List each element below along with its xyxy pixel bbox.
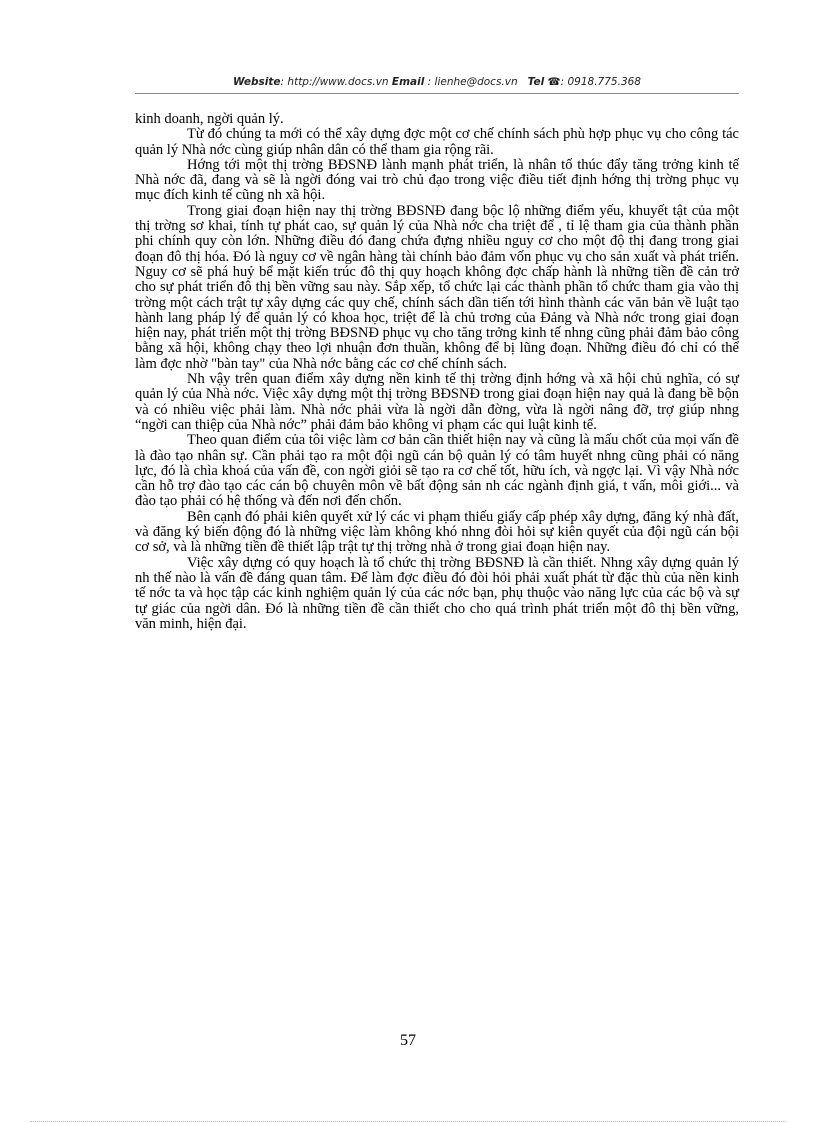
paragraph: Việc xây dựng có quy hoạch là tổ chức thị trờng BĐSNĐ là cần thiết. Nhng xây dựng quản lý nh thế nào là vấn đề đáng quan tâm. Để làm đợc điều đó đòi hỏi phải xuất phát từ đặc thù của nền kinh tế nớc ta và học tập các kinh nghiệm quản lý của các nớc bạn, phụ thuộc vào năng lực của các bộ và sự tự giác của ngời dân. Đó là những tiền đề cần thiết cho cho quá trình phát triển một đô thị bền vững, văn minh, hiện đại. (135, 554, 739, 632)
email-value: : lienhe@docs.vn (424, 76, 518, 88)
email-label: Email (391, 76, 425, 88)
page-bottom-divider (30, 1121, 786, 1122)
paragraph: Trong giai đoạn hiện nay thị trờng BĐSNĐ đang bộc lộ những điểm yếu, khuyết tật của một thị trờng sơ khai, tính tự phát cao, sự quản lý của Nhà nớc cha triệt để , tỉ lệ tham gia của thành phần phi chính quy còn lớn. Những điều đó đang chứa đựng nhiều nguy cơ cho một độ thị đang trong giai đoạn đô thị hóa. Đó là nguy cơ về ngân hàng tài chính bảo đảm vốn phục vụ cho sản xuất và phát triển. Nguy cơ sẽ phá huỷ bể mặt kiến trúc đô thị quy hoạch không đợc chấp hành là những tiền đề cản trở cho sự phát triển đô thị bền vững sau này. Sắp xếp, tổ chức lại các thành phần tổ chức tham gia vào thị trờng một cách trật tự xây dựng các quy chế, chính sách dần tiến tới hình thành các văn bản về luật tạo hành lang pháp lý để quản lý có khoa học, triệt để là chủ trơng của Đảng và Nhà nớc trong giai đoạn hiện nay, phát triển một thị trờng BĐSNĐ phục vụ cho tăng trởng kinh tế nhng cũng phải đảm bảo công bằng xã hội, không chạy theo lợi nhuận đơn thuần, không để bị lũng đoạn. Những điều đó chỉ có thể làm đợc nhờ "bàn tay" của Nhà nớc bằng các cơ chế chính sách. (135, 202, 739, 372)
paragraph: Bên cạnh đó phải kiên quyết xử lý các vi phạm thiếu giấy cấp phép xây dựng, đăng ký nhà đất, và đăng ký biến động đó là những việc làm không khó nhng đòi hỏi sự kiên quyết của đội ngũ cán bội cơ sở, và là những tiền đề thiết lập trật tự thị trờng nhà ở trong giai đoạn hiện nay. (135, 508, 739, 556)
page-number: 57 (400, 1032, 416, 1049)
telephone-icon: ☎ (547, 76, 561, 88)
tel-label: Tel (527, 76, 545, 88)
page-header (135, 76, 739, 88)
paragraph: Từ đó chúng ta mới có thể xây dựng đợc một cơ chế chính sách phù hợp phục vụ cho công tác quản lý Nhà nớc cùng giúp nhân dân có thể tham gia rộng rãi. (135, 126, 739, 158)
website-label: Website (233, 76, 281, 88)
paragraph: Hớng tới một thị trờng BĐSNĐ lành mạnh phát triển, là nhân tố thúc đẩy tăng trởng kinh tế Nhà nớc đã, đang và sẽ là ngời đóng vai trò chủ đạo trong việc điều tiết định hớng thị trờng phục vụ mục đích kinh tế cũng nh xã hội. (135, 156, 739, 204)
tel-value: : 0918.775.368 (560, 76, 641, 88)
paragraph: kinh doanh, ngời quản lý. (135, 111, 284, 127)
paragraph: Theo quan điểm của tôi việc làm cơ bản cần thiết hiện nay và cũng là mấu chốt của mọi vấn đề là đào tạo nhân sự. Cần phải tạo ra một đội ngũ cán bộ quản lý có tâm huyết nhng cũng phải có năng lực, đó là chìa khoá của vấn đề, con ngời giỏi sẽ tạo ra cơ chế tốt, hữu ích, và ngợc lại. Vì vậy Nhà nớc cần hỗ trợ đào tạo các cán bộ chuyên môn về bất động sản nh các ngành định giá, t vấn, môi giới... và đào tạo phải có hệ thống và đến nơi đến chốn. (135, 432, 739, 510)
header-divider (135, 93, 739, 94)
website-value: : http://www.docs.vn (280, 76, 389, 88)
paragraph: Nh vậy trên quan điểm xây dựng nền kinh tế thị trờng định hớng và xã hội chủ nghĩa, có sự quản lý của Nhà nớc. Việc xây dựng một thị trờng BĐSNĐ trong giai đoạn hiện nay quả là đang bề bộn và có nhiều việc phải làm. Nhà nớc phải vừa là ngời dẫn đờng, vừa là ngời nâng đỡ, trợ giúp nhng “ngời can thiệp của Nhà nớc” phải đảm bảo không vi phạm các qui luật kinh tế. (135, 371, 739, 433)
page-body (135, 112, 739, 632)
